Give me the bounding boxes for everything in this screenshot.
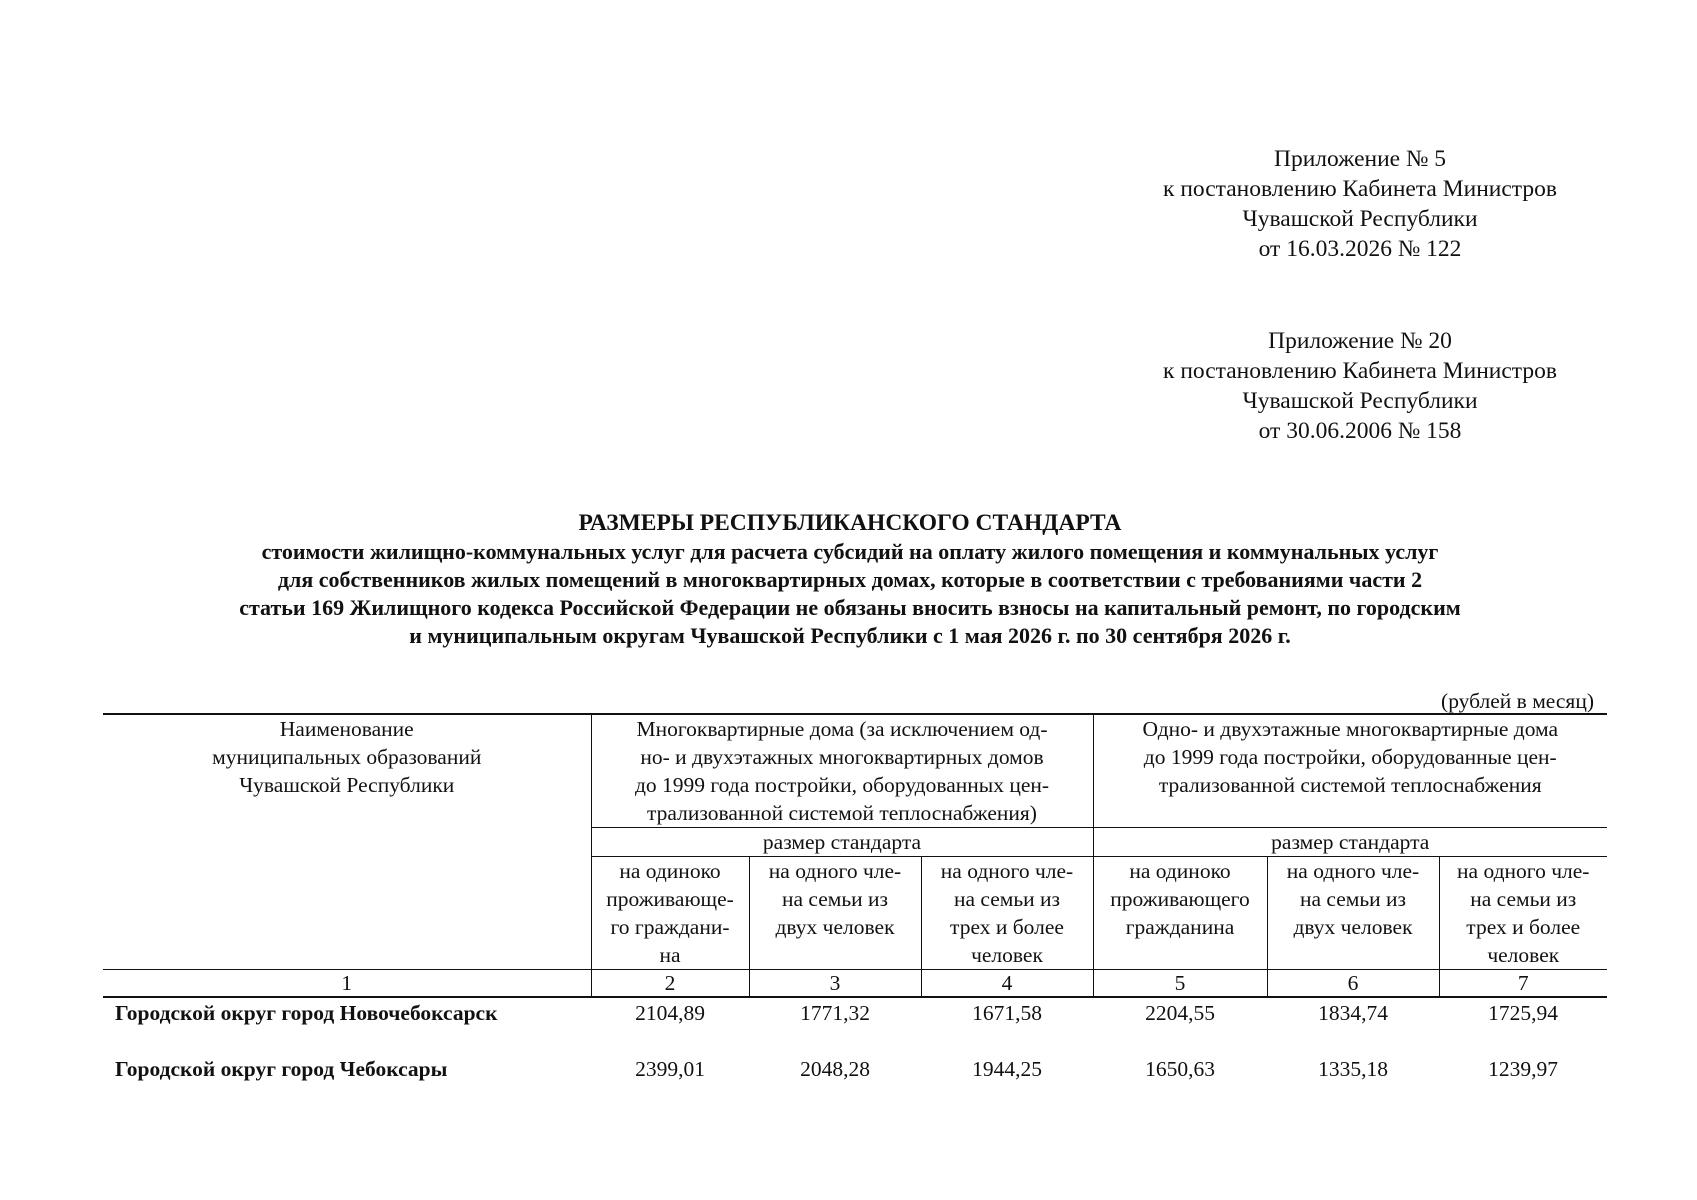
header-line: Многоквартирные дома (за исключением од- xyxy=(636,717,1048,741)
column-group-header-2 xyxy=(1093,714,1607,828)
appendix-line: от 30.06.2006 № 158 xyxy=(1258,418,1462,444)
subgroup-header-1: размер стандарта xyxy=(591,828,1093,857)
header-line: гражданина xyxy=(1125,915,1235,939)
column-header-4 xyxy=(921,857,1093,970)
header-line: на одиноко xyxy=(1129,859,1231,883)
header-line: на одного чле- xyxy=(1457,859,1590,883)
header-line: на семьи из xyxy=(781,887,889,911)
header-line: но- и двухэтажных многоквартирных домов xyxy=(640,745,1044,769)
header-line: проживающе- xyxy=(606,887,734,911)
header-line: го граждани- xyxy=(610,915,730,939)
appendix-5-header xyxy=(1140,144,1580,264)
column-header-6 xyxy=(1267,857,1439,970)
title-line: для собственников жилых помещений в многоквартирных домах, которые в соответствии с требованиями части 2 xyxy=(277,567,1423,592)
header-line: трализованной системой теплоснабжения xyxy=(1158,773,1542,797)
table-cell: 1725,94 xyxy=(1488,1001,1558,1025)
header-line: двух человек xyxy=(775,915,895,939)
header-line: проживающего xyxy=(1110,887,1250,911)
appendix-line: Чувашской Республики xyxy=(1242,206,1478,232)
column-header-name xyxy=(103,714,591,970)
header-line: на одного чле- xyxy=(940,859,1074,883)
title-line: статьи 169 Жилищного кодекса Российской Федерации не обязаны вносить взносы на капитальный ремонт, по городским xyxy=(239,595,1461,620)
header-line: Одно- и двухэтажные многоквартирные дома xyxy=(1142,717,1559,741)
column-header-5 xyxy=(1093,857,1267,970)
column-number-row xyxy=(103,970,1607,998)
header-line: до 1999 года постройки, оборудованные цен- xyxy=(1143,745,1557,769)
subgroup-header-2: размер стандарта xyxy=(1093,828,1607,857)
header-line: на одного чле- xyxy=(768,859,902,883)
appendix-line: от 16.03.2026 № 122 xyxy=(1258,236,1462,262)
appendix-20-header xyxy=(1140,326,1580,446)
header-line: Чувашской Республики xyxy=(239,773,455,797)
header-line: человек xyxy=(1487,943,1560,967)
table-cell: 2204,55 xyxy=(1145,1001,1215,1025)
title-line: и муниципальным округам Чувашской Республики с 1 мая 2026 г. по 30 сентября 2026 г. xyxy=(409,623,1291,648)
header-line: на одного чле- xyxy=(1286,859,1420,883)
header-line: муниципальных образований xyxy=(212,745,482,769)
header-row-1 xyxy=(103,714,1607,828)
table-cell: 2048,28 xyxy=(800,1057,870,1081)
header-line: на семьи из xyxy=(1299,887,1407,911)
table-cell: 1771,32 xyxy=(800,1001,870,1025)
header-line: на xyxy=(659,943,681,967)
column-number: 2 xyxy=(591,970,749,998)
appendix-line: Чувашской Республики xyxy=(1242,388,1478,414)
table-cell: 1650,63 xyxy=(1145,1057,1215,1081)
main-title: РАЗМЕРЫ РЕСПУБЛИКАНСКОГО СТАНДАРТА xyxy=(578,510,1122,536)
column-header-2 xyxy=(591,857,749,970)
table-cell: 1671,58 xyxy=(972,1001,1042,1025)
header-line: двух человек xyxy=(1293,915,1413,939)
header-line: трех и более xyxy=(950,915,1064,939)
column-number: 1 xyxy=(103,970,591,998)
column-number: 7 xyxy=(1439,970,1607,998)
table-cell: 2399,01 xyxy=(635,1057,705,1081)
column-number: 3 xyxy=(749,970,921,998)
header-line: до 1999 года постройки, оборудованных цен- xyxy=(634,773,1050,797)
table-cell: 1239,97 xyxy=(1488,1057,1558,1081)
column-group-header-1 xyxy=(591,714,1093,828)
appendix-line: к постановлению Кабинета Министров xyxy=(1163,176,1557,202)
table-cell: 2104,89 xyxy=(635,1001,705,1025)
unit-note: (рублей в месяц) xyxy=(1441,689,1594,713)
header-line: Наименование xyxy=(279,717,414,741)
appendix-line: Приложение № 20 xyxy=(1268,328,1452,354)
table-cell: 1335,18 xyxy=(1318,1057,1388,1081)
table-row xyxy=(103,997,1607,1054)
column-number: 5 xyxy=(1093,970,1267,998)
table-row xyxy=(103,1054,1607,1094)
header-line: человек xyxy=(971,943,1043,967)
column-number: 4 xyxy=(921,970,1093,998)
row-name: Городской округ город Чебоксары xyxy=(115,1057,448,1081)
header-line: на семьи из xyxy=(953,887,1061,911)
appendix-line: Приложение № 5 xyxy=(1273,146,1447,172)
column-header-3 xyxy=(749,857,921,970)
standards-table xyxy=(103,713,1607,1094)
document-title xyxy=(100,509,1600,650)
row-name: Городской округ город Новочебоксарск xyxy=(115,1001,498,1025)
header-line: на одиноко xyxy=(619,859,721,883)
appendix-line: к постановлению Кабинета Министров xyxy=(1163,358,1557,384)
header-line: на семьи из xyxy=(1470,887,1577,911)
column-header-7 xyxy=(1439,857,1607,970)
column-number: 6 xyxy=(1267,970,1439,998)
header-line: трализованной системой теплоснабжения) xyxy=(647,801,1037,825)
table-cell: 1944,25 xyxy=(972,1057,1042,1081)
title-line: стоимости жилищно-коммунальных услуг для расчета субсидий на оплату жилого помещения и коммунальных услуг xyxy=(261,539,1439,564)
table-cell: 1834,74 xyxy=(1318,1001,1388,1025)
header-line: трех и более xyxy=(1466,915,1581,939)
